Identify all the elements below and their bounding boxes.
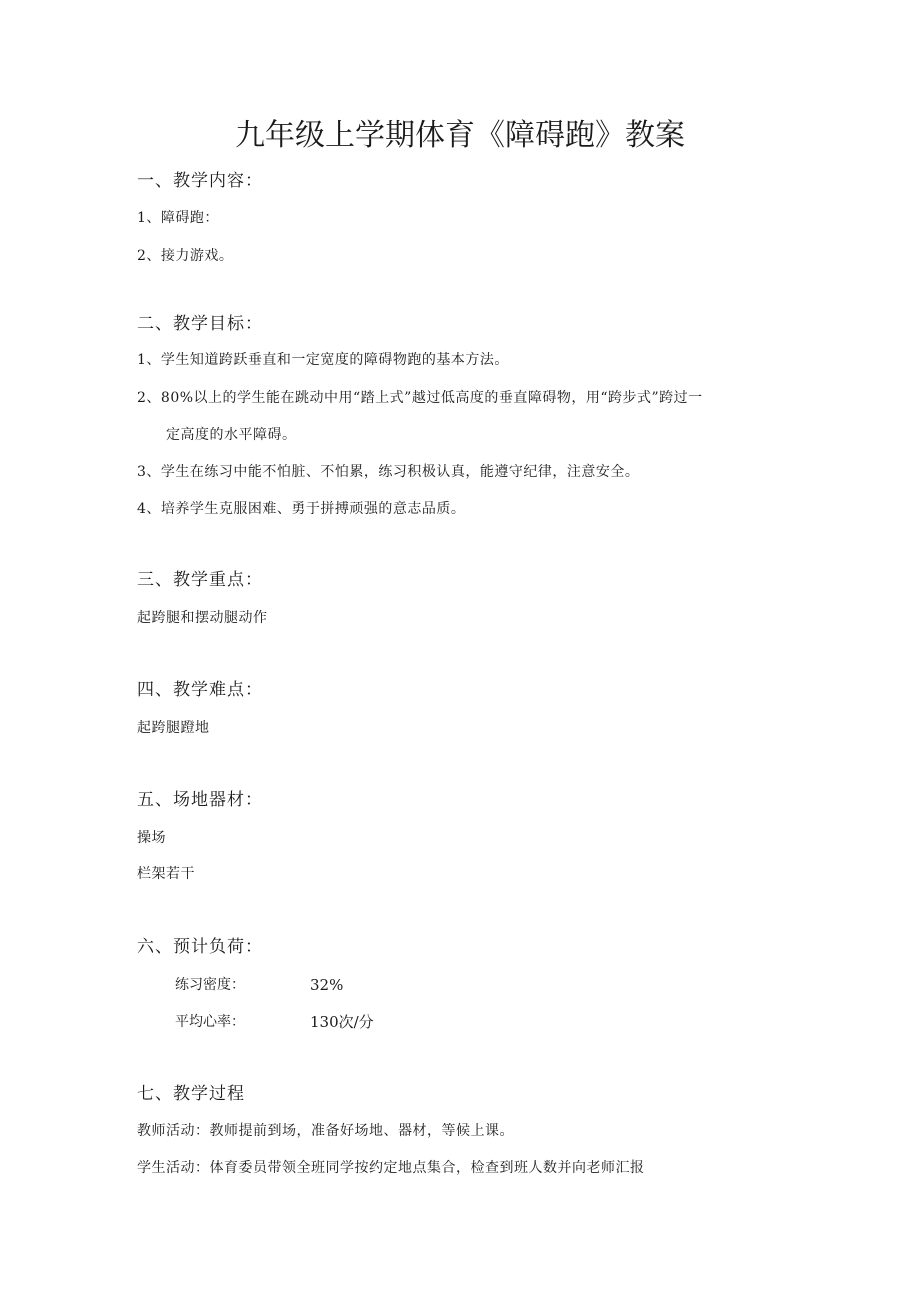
equipment-item-2: 栏架若干 [137, 866, 195, 882]
equipment-item-1: 操场 [137, 830, 166, 846]
goal-item-4: 4、培养学生克服困难、勇于拼搏顽强的意志品质。 [137, 501, 466, 517]
content-item-2: 2、接力游戏。 [137, 248, 234, 264]
section-heading-process: 七、教学过程 [137, 1084, 245, 1104]
density-label: 练习密度： [175, 977, 245, 993]
heart-rate-value: 130次/分 [310, 1013, 374, 1031]
goal-item-2: 2、80%以上的学生能在跳动中用“踏上式”越过低高度的垂直障碍物，用“跨步式”跨过一 [137, 390, 703, 406]
section-heading-key-points: 三、教学重点： [137, 570, 263, 590]
goal-item-1: 1、学生知道跨跃垂直和一定宽度的障碍物跑的基本方法。 [137, 352, 509, 368]
document-title: 九年级上学期体育《障碍跑》教案 [235, 118, 685, 153]
student-activity: 学生活动：体育委员带领全班同学按约定地点集合，检查到班人数并向老师汇报 [137, 1160, 645, 1176]
key-points-text: 起跨腿和摆动腿动作 [137, 610, 268, 626]
section-heading-goals: 二、教学目标： [137, 314, 263, 334]
section-heading-difficulties: 四、教学难点： [137, 680, 263, 700]
heart-rate-label: 平均心率： [175, 1014, 245, 1030]
teacher-activity: 教师活动：教师提前到场，准备好场地、器材，等候上课。 [137, 1123, 514, 1139]
goal-item-2-continued: 定高度的水平障碍。 [166, 427, 297, 443]
difficulties-text: 起跨腿蹬地 [137, 720, 210, 736]
density-value: 32% [310, 976, 344, 994]
content-item-1: 1、障碍跑： [137, 210, 219, 226]
goal-item-3: 3、学生在练习中能不怕脏、不怕累，练习积极认真，能遵守纪律，注意安全。 [137, 464, 640, 480]
section-heading-content: 一、教学内容： [137, 171, 263, 191]
section-heading-equipment: 五、场地器材： [137, 790, 263, 810]
section-heading-load: 六、预计负荷： [137, 937, 263, 957]
